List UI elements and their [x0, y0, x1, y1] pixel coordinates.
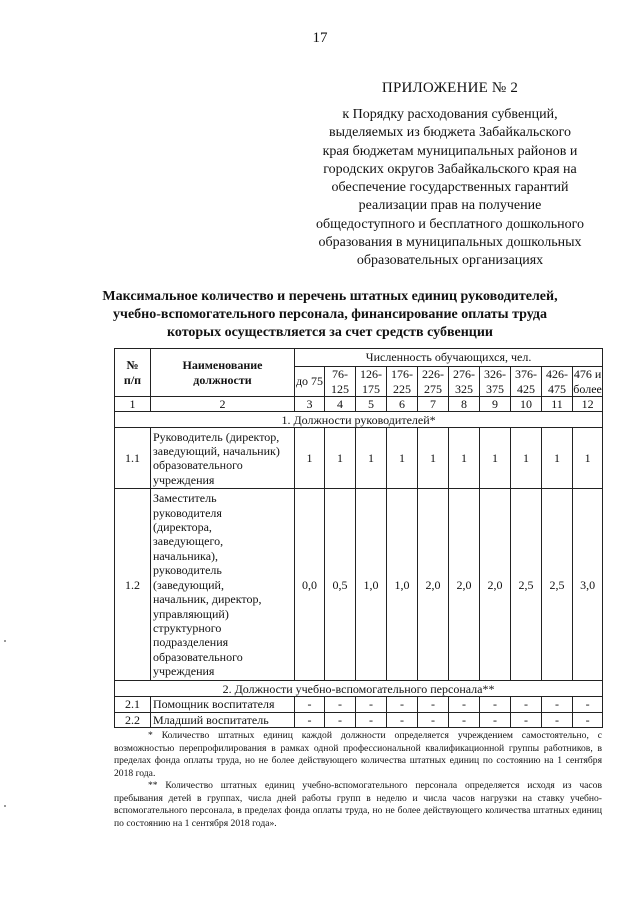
header-range: [449, 367, 480, 397]
position-line: заведующий, начальник): [153, 444, 280, 458]
heading-line: Максимальное количество и перечень штатных единиц руководителей,: [102, 289, 558, 304]
header-range: [325, 367, 356, 397]
table-row: [115, 697, 603, 712]
header-position-name: [151, 349, 295, 397]
value-cell: 1: [573, 428, 603, 489]
value-cell: -: [325, 712, 356, 727]
table-row: [115, 712, 603, 727]
range-line: 175: [362, 381, 380, 396]
footnote-text: ** Количество штатных единиц учебно-вспомогательного персонала определяется исходя из часов пребывания детей в группах, числа дней работы групп в неделю и числа часов нагрузки на ставку учебно-вспомогательного персонала, в пределах фонда оплаты труда, но не более действующего количества штатных единиц по состоянию на 1 сентября 2018 года».: [114, 780, 602, 829]
value-cell: -: [418, 697, 449, 712]
index-cell: 2: [151, 397, 295, 412]
section-heading-managers: 1. Должности руководителей*: [115, 412, 603, 428]
position-name: Младший воспитатель: [151, 712, 295, 727]
range-line: 225: [393, 381, 411, 396]
appendix-subtitle-line: обеспечение государственных гарантий: [331, 180, 569, 196]
range-line: 226-: [422, 367, 444, 382]
position-line: Заместитель: [153, 491, 217, 506]
value-cell: -: [387, 697, 418, 712]
position-line: заведующего,: [153, 534, 224, 549]
row-number: 2.2: [115, 712, 151, 727]
header-range: [387, 367, 418, 397]
value-cell: -: [573, 712, 603, 727]
staff-table: [114, 348, 603, 728]
range-line: 475: [548, 381, 566, 396]
range-line: 426-: [546, 367, 568, 382]
appendix-subtitle-line: городских округов Забайкальского края на: [323, 161, 577, 177]
index-cell: 5: [356, 397, 387, 412]
table-row: [115, 428, 603, 489]
appendix-subtitle-line: образования в муниципальных дошкольных: [318, 235, 582, 251]
range-line: 375: [486, 381, 504, 396]
position-line: (директора,: [153, 520, 212, 535]
page-number: 17: [312, 30, 328, 46]
header-student-count: Численность обучающихся, чел.: [295, 349, 603, 367]
index-cell: 10: [511, 397, 542, 412]
row-number: 1.1: [115, 428, 151, 489]
appendix-title: ПРИЛОЖЕНИЕ № 2: [381, 80, 519, 96]
value-cell: 0,0: [295, 489, 325, 681]
value-cell: 0,5: [325, 489, 356, 681]
appendix-subtitle-line: общедоступного и бесплатного дошкольного: [315, 216, 585, 232]
index-cell: 8: [449, 397, 480, 412]
appendix-subtitle: [300, 106, 600, 271]
value-cell: -: [387, 712, 418, 727]
margin-mark: [4, 640, 6, 642]
value-cell: -: [542, 697, 573, 712]
value-cell: -: [511, 697, 542, 712]
value-cell: -: [356, 697, 387, 712]
index-cell: 1: [115, 397, 151, 412]
value-cell: 1: [325, 428, 356, 489]
header-position-line: Наименование: [182, 358, 263, 373]
value-cell: 3,0: [573, 489, 603, 681]
value-cell: 1: [387, 428, 418, 489]
range-line: 275: [424, 381, 442, 396]
appendix-subtitle-line: выделяемых из бюджета Забайкальского: [328, 125, 572, 141]
value-cell: -: [449, 712, 480, 727]
position-line: руководитель: [153, 563, 222, 578]
header-number-line: п/п: [123, 372, 142, 387]
header-number: [115, 349, 151, 397]
value-cell: 1: [356, 428, 387, 489]
index-cell: 4: [325, 397, 356, 412]
value-cell: -: [325, 697, 356, 712]
table-row: [115, 489, 603, 681]
value-cell: -: [449, 697, 480, 712]
value-cell: -: [295, 712, 325, 727]
document-heading: [60, 288, 600, 342]
value-cell: -: [295, 697, 325, 712]
heading-line: которых осуществляется за счет средств субвенции: [167, 325, 493, 340]
value-cell: 2,0: [449, 489, 480, 681]
range-line: 476 и: [573, 367, 602, 382]
position-line: (заведующий,: [153, 577, 224, 592]
appendix-subtitle-line: к Порядку расходования субвенций,: [342, 107, 558, 122]
position-line: образовательного: [153, 649, 243, 664]
header-range: [542, 367, 573, 397]
range-line: 376-: [515, 367, 537, 382]
value-cell: 1: [449, 428, 480, 489]
value-cell: 1: [418, 428, 449, 489]
range-line: 276-: [453, 367, 475, 382]
value-cell: 2,5: [511, 489, 542, 681]
value-cell: 1: [511, 428, 542, 489]
value-cell: 1: [542, 428, 573, 489]
range-line: 126-: [360, 367, 382, 382]
range-line: до 75: [295, 374, 324, 389]
range-line: более: [573, 381, 602, 396]
margin-mark: [4, 805, 6, 807]
index-cell: 3: [295, 397, 325, 412]
position-name: [151, 489, 295, 681]
value-cell: -: [542, 712, 573, 727]
value-cell: -: [480, 697, 511, 712]
header-position-line: должности: [193, 372, 252, 387]
value-cell: 2,0: [418, 489, 449, 681]
header-range: [356, 367, 387, 397]
position-line: структурного: [153, 620, 222, 635]
appendix-subtitle-line: реализации прав на получение: [358, 198, 542, 214]
position-line: образовательного: [153, 458, 243, 473]
position-line: управляющий): [153, 606, 229, 621]
value-cell: -: [356, 712, 387, 727]
header-range: [480, 367, 511, 397]
value-cell: -: [418, 712, 449, 727]
header-range: [511, 367, 542, 397]
value-cell: -: [511, 712, 542, 727]
position-line: руководителя: [153, 505, 222, 520]
value-cell: 2,0: [480, 489, 511, 681]
footnote-text: * Количество штатных единиц каждой должности определяется учреждением самостоятельно, с возможностью перепрофилирования в рамках одной профессиональной квалификационной группы работников, в пределах фонда оплаты труда, но не более действующего количества штатных единиц по состоянию на 1 сентября 2018 года.: [114, 730, 602, 779]
position-line: учреждения: [153, 664, 215, 679]
range-line: 176-: [391, 367, 413, 382]
position-line: учреждения: [153, 472, 215, 487]
value-cell: 1: [480, 428, 511, 489]
row-number: 1.2: [115, 489, 151, 681]
value-cell: 1: [295, 428, 325, 489]
index-cell: 6: [387, 397, 418, 412]
index-cell: 12: [573, 397, 603, 412]
value-cell: 1,0: [387, 489, 418, 681]
header-range: [418, 367, 449, 397]
position-line: начальника),: [153, 548, 219, 563]
value-cell: -: [480, 712, 511, 727]
range-line: 425: [517, 381, 535, 396]
appendix-subtitle-line: края бюджетам муниципальных районов и: [322, 143, 578, 159]
header-number-line: №: [126, 358, 139, 373]
value-cell: 2,5: [542, 489, 573, 681]
heading-line: учебно-вспомогательного персонала, финансирование оплаты труда: [113, 307, 547, 322]
index-cell: 11: [542, 397, 573, 412]
section-heading-support-staff: 2. Должности учебно-вспомогательного персонала**: [115, 681, 603, 697]
position-line: Руководитель (директор,: [153, 429, 280, 444]
appendix-subtitle-line: образовательных организациях: [356, 253, 544, 269]
range-line: 76-: [332, 367, 348, 382]
header-range: [295, 367, 325, 397]
footnote-support-staff: [114, 780, 602, 830]
index-cell: 9: [480, 397, 511, 412]
position-line: начальник, директор,: [153, 592, 262, 607]
header-range: [573, 367, 603, 397]
position-line: подразделения: [153, 635, 229, 650]
value-cell: 1,0: [356, 489, 387, 681]
row-number: 2.1: [115, 697, 151, 712]
range-line: 125: [331, 381, 349, 396]
footnote-managers: [114, 730, 602, 780]
position-name: [151, 428, 295, 489]
index-cell: 7: [418, 397, 449, 412]
position-name: Помощник воспитателя: [151, 697, 295, 712]
range-line: 325: [455, 381, 473, 396]
value-cell: -: [573, 697, 603, 712]
column-index-row: [115, 397, 603, 412]
range-line: 326-: [484, 367, 506, 382]
